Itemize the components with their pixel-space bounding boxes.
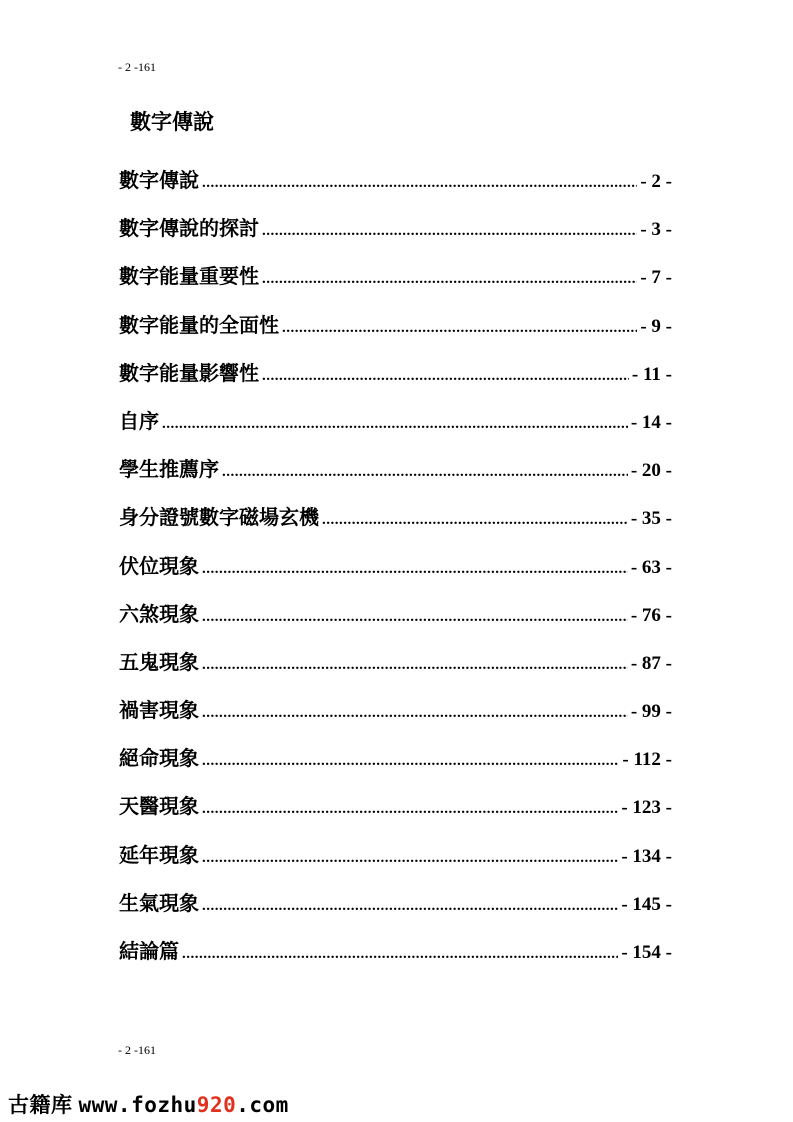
header-page-number: - 2 -161: [118, 60, 156, 74]
toc-dot-leader: [202, 609, 628, 626]
watermark-url: [79, 1093, 289, 1117]
toc-entry-title: 自序: [119, 408, 159, 433]
toc-entry-page: - 20 -: [630, 460, 672, 482]
watermark-url-suffix: .com: [236, 1093, 289, 1117]
toc-entry-title: 六煞現象: [119, 601, 199, 626]
toc-entry[interactable]: [119, 260, 672, 308]
toc-entry[interactable]: [119, 357, 672, 405]
site-watermark: [8, 1089, 289, 1119]
toc-dot-leader: [202, 561, 628, 578]
toc-entry[interactable]: [119, 598, 672, 646]
toc-dot-leader: [202, 898, 618, 915]
toc-entry[interactable]: [119, 742, 672, 790]
toc-dot-leader: [202, 753, 619, 770]
toc-dot-leader: [162, 416, 628, 433]
toc-entry[interactable]: [119, 887, 672, 935]
toc-dot-leader: [202, 801, 618, 818]
toc-entry[interactable]: [119, 164, 672, 212]
toc-dot-leader: [202, 175, 637, 192]
toc-dot-leader: [322, 512, 628, 529]
toc-entry-title: 天醫現象: [119, 794, 199, 819]
toc-entry-title: 身分證號數字磁場玄機: [119, 505, 319, 530]
toc-entry-title: 數字能量影響性: [119, 360, 259, 385]
toc-entry-title: 伏位現象: [119, 553, 199, 578]
toc-entry[interactable]: [119, 550, 672, 598]
toc-dot-leader: [262, 271, 637, 288]
toc-entry[interactable]: [119, 405, 672, 453]
toc-dot-leader: [262, 223, 637, 240]
toc-dot-leader: [282, 320, 637, 337]
toc-entry-title: 結論篇: [119, 939, 179, 963]
toc-entry-title: 生氣現象: [119, 890, 199, 915]
toc-entry-page: - 63 -: [630, 556, 672, 578]
toc-entry-page: - 76 -: [630, 604, 672, 626]
watermark-url-highlight: 920: [196, 1093, 237, 1117]
toc-entry-page: - 112 -: [622, 749, 672, 771]
footer-page-number: - 2 -161: [118, 1043, 156, 1057]
toc-entry-title: 學生推薦序: [119, 457, 219, 482]
toc-entry-page: - 123 -: [621, 797, 672, 819]
toc-entry-page: - 145 -: [621, 893, 672, 915]
document-title: 數字傳說: [130, 110, 214, 134]
toc-entry-page: - 11 -: [631, 363, 672, 385]
toc-entry[interactable]: [119, 839, 672, 887]
watermark-url-prefix: www.fozhu: [78, 1093, 197, 1117]
toc-entry-page: - 3 -: [640, 219, 672, 241]
toc-dot-leader: [202, 705, 628, 722]
toc-entry-page: - 87 -: [630, 652, 672, 674]
toc-dot-leader: [262, 368, 629, 385]
toc-entry[interactable]: [119, 935, 672, 983]
toc-entry-title: 延年現象: [119, 842, 199, 867]
toc-entry-title: 禍害現象: [119, 698, 199, 723]
toc-entry-title: 數字傳說的探討: [119, 216, 259, 241]
toc-entry-title: 數字能量重要性: [119, 264, 259, 289]
toc-dot-leader: [202, 657, 628, 674]
toc-dot-leader: [202, 850, 618, 867]
toc-dot-leader: [182, 946, 618, 963]
toc-entry[interactable]: [119, 501, 672, 549]
toc-entry-page: - 154 -: [621, 942, 672, 963]
toc-entry-page: - 9 -: [640, 315, 672, 337]
watermark-cn-text: 古籍库: [8, 1093, 73, 1117]
toc-entry-page: - 134 -: [621, 845, 672, 867]
toc-entry[interactable]: [119, 694, 672, 742]
toc-entry-page: - 99 -: [630, 701, 672, 723]
toc-entry-page: - 7 -: [640, 267, 672, 289]
toc-entry-title: 絕命現象: [119, 746, 199, 771]
toc-entry[interactable]: [119, 646, 672, 694]
toc-entry-page: - 14 -: [630, 411, 672, 433]
table-of-contents: [119, 164, 672, 983]
toc-entry-page: - 2 -: [640, 171, 672, 192]
toc-entry-title: 五鬼現象: [119, 649, 199, 674]
toc-entry-title: 數字傳說: [119, 168, 199, 192]
toc-dot-leader: [222, 464, 628, 481]
toc-entry[interactable]: [119, 212, 672, 260]
toc-entry[interactable]: [119, 453, 672, 501]
toc-entry[interactable]: [119, 790, 672, 838]
toc-entry-title: 數字能量的全面性: [119, 312, 279, 337]
toc-entry[interactable]: [119, 309, 672, 357]
toc-entry-page: - 35 -: [630, 508, 672, 530]
